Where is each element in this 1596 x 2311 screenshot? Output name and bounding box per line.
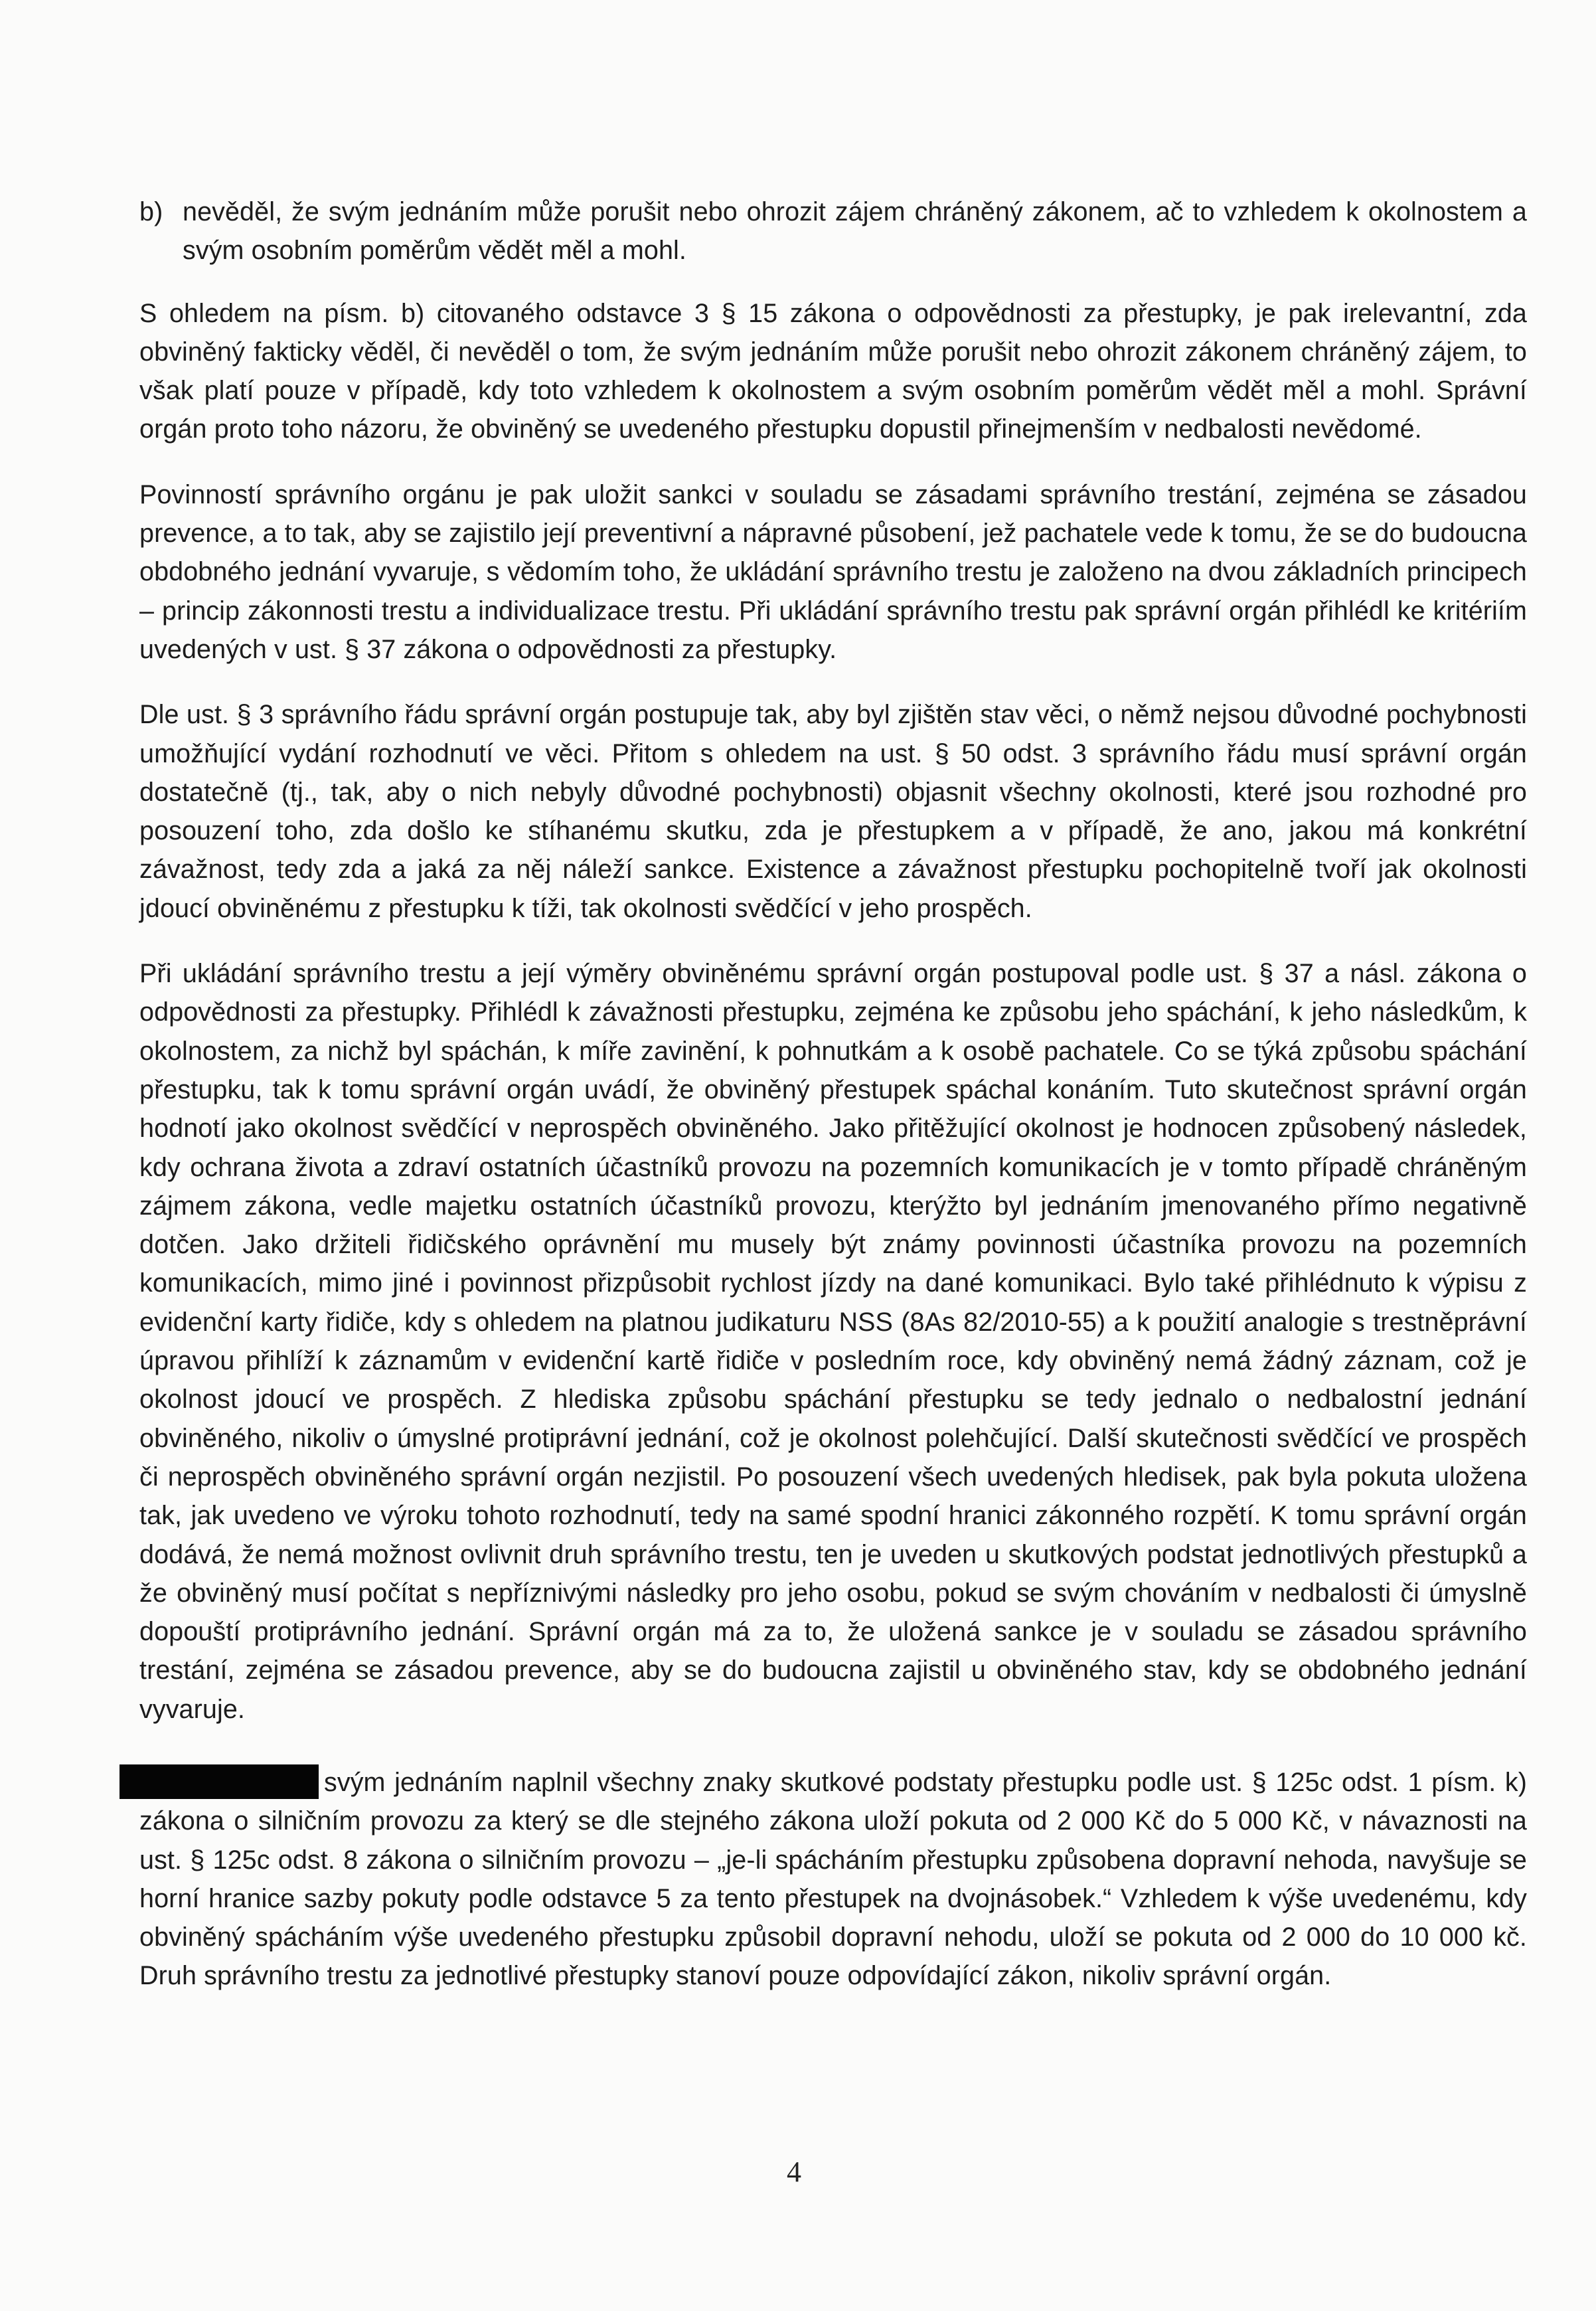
list-item-b [139,193,1527,270]
paragraph-sanction-duty: Povinností správního orgánu je pak uložit sankci v souladu se zásadami správního trestání, zejména se zásadou prevence, a to tak, aby se zajistilo její preventivní a nápravné působení, jež pachatele vede k tomu, že se do budoucna obdobného jednání vyvaruje, s vědomím toho, že ukládání správního trestu je založeno na dvou základních principech – princip zákonnosti trestu a individualizace trestu. Při ukládání správního trestu pak správní orgán přihlédl ke kritériím uvedených v ust. § 37 zákona o odpovědnosti za přestupky. [139,479,1527,664]
paragraph-administrative-code: Dle ust. § 3 správního řádu správní orgán postupuje tak, aby byl zjištěn stav věci, o němž nejsou důvodné pochybnosti umožňující vydání rozhodnutí ve věci. Přitom s ohledem na ust. § 50 odst. 3 správního řádu musí správní orgán dostatečně (tj., tak, aby o nich nebyly důvodné pochybnosti) objasnit všechny okolnosti, které jsou rozhodné pro posouzení toho, zda došlo ke stíhanému skutku, zda je přestupkem a v případě, že ano, jakou má konkrétní závažnost, tedy zda a jaká za něj náleží sankce. Existence a závažnost přestupku pochopitelně tvoří jak okolnosti jdoucí obviněnému z přestupku k tíži, tak okolnosti svědčící v jeho prospěch. [139,700,1527,923]
paragraph-conclusion [139,1763,1527,1996]
list-item-text: nevěděl, že svým jednáním může porušit nebo ohrozit zájem chráněný zákonem, ač to vzhledem k okolnostem a svým osobním poměrům vědět měl a mohl. [183,197,1527,266]
conclusion-text: svým jednáním naplnil všechny znaky skutkové podstaty přestupku podle ust. § 125c odst. 1 písm. k) zákona o silničním provozu za který se dle stejného zákona uloží pokuta od 2 000 Kč do 5 000 Kč, v návaznosti na ust. § 125c odst. 8 zákona o silničním provozu – „je-li spácháním přestupku způsobena dopravní nehoda, navyšuje se horní hranice sazby pokuty podle odstavce 5 za tento přestupek na dvojnásobek.“ Vzhledem k výše uvedenému, kdy obviněný spácháním výše uvedeného přestupku způsobil dopravní nehodu, uloží se pokuta od 2 000 do 10 000 kč. Druh správního trestu za jednotlivé přestupky stanoví pouze odpovídající zákon, nikoliv správní orgán. [139,1767,1527,1991]
list-marker: b) [139,197,163,226]
paragraph-negligence: S ohledem na písm. b) citovaného odstavce 3 § 15 zákona o odpovědnosti za přestupky, je pak irelevantní, zda obviněný fakticky věděl, či nevěděl o tom, že svým jednáním může porušit nebo ohrozit zákonem chráněný zájem, to však platí pouze v případě, kdy toto vzhledem k okolnostem a svým osobním poměrům vědět měl a mohl. Správní orgán proto toho názoru, že obviněný se uvedeného přestupku dopustil přinejmenším v nedbalosti nevědomé. [139,298,1527,444]
document-body [139,193,1527,2022]
paragraph-penalty-assessment: Při ukládání správního trestu a její výměry obviněnému správní orgán postupoval podle ust. § 37 a násl. zákona o odpovědnosti za přestupky. Přihlédl k závažnosti přestupku, zejména ke způsobu jeho spáchání, k jeho následkům, k okolnostem, za nichž byl spáchán, k míře zavinění, k pohnutkám a k osobě pachatele. Co se týká způsobu spáchání přestupku, tak k tomu správní orgán uvádí, že obviněný přestupek spáchal konáním. Tuto skutečnost správní orgán hodnotí jako okolnost svědčící v neprospěch obviněného. Jako přitěžující okolnost je hodnocen způsobený následek, kdy ochrana života a zdraví ostatních účastníků provozu na pozemních komunikacích je v tomto případě chráněným zájmem zákona, vedle majetku ostatních účastníků provozu, kterýžto byl jednáním jmenovaného přímo negativně dotčen. Jako držiteli řidičského oprávnění mu musely být známy povinnosti účastníka provozu na pozemních komunikacích, mimo jiné i povinnost přizpůsobit rychlost jízdy na dané komunikaci. Bylo také přihlédnuto k výpisu z evidenční karty řidiče, kdy s ohledem na platnou judikaturu NSS (8As 82/2010-55) a k použití analogie s trestněprávní úpravou přihlíží k záznamům v evidenční kartě řidiče v posledním roce, kdy obviněný nemá žádný záznam, což je okolnost jdoucí ve prospěch. Z hlediska způsobu spáchání přestupku se tedy jednalo o nedbalostní jednání obviněného, nikoliv o úmyslné protiprávní jednání, což je okolnost polehčující. Další skutečnosti svědčící ve prospěch či neprospěch obviněného správní orgán nezjistil. Po posouzení všech uvedených hledisek, pak byla pokuta uložena tak, jak uvedeno ve výroku tohoto rozhodnutí, tedy na samé spodní hranici zákonného rozpětí. K tomu správní orgán dodává, že nemá možnost ovlivnit druh správního trestu, ten je uveden u skutkových podstat jednotlivých přestupků a že obviněný musí počítat s nepříznivými následky pro jeho osobu, pokud se svým chováním v nedbalosti či úmyslně dopouští protiprávního jednání. Správní orgán má za to, že uložená sankce je v souladu se zásadou správního trestání, zejména se zásadou prevence, aby se do budoucna zajistil u obviněného stav, kdy se obdobného jednání vyvaruje. [139,959,1527,1724]
redacted-name-block [120,1764,319,1799]
page-number: 4 [787,2156,801,2188]
